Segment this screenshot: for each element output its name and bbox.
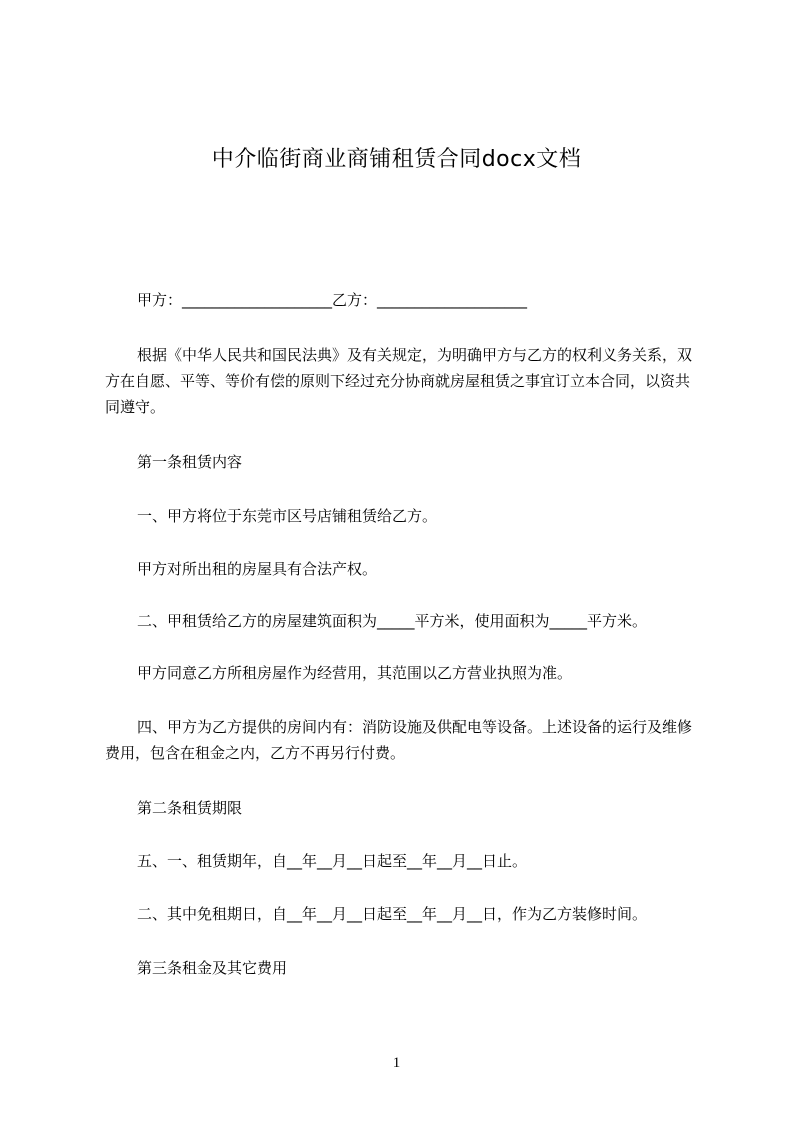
document-title: 中介临街商业商铺租赁合同docx文档	[211, 147, 582, 172]
section-heading: 第三条租金及其它费用	[137, 959, 288, 977]
clause-paragraph: 二、甲租赁给乙方的房屋建筑面积为_____平方米，使用面积为_____平方米。	[137, 612, 648, 630]
clause-paragraph: 甲方同意乙方所租房屋作为经营用，其范围以乙方营业执照为准。	[137, 664, 573, 682]
clause-paragraph: 一、甲方将位于东莞市区号店铺租赁给乙方。	[137, 507, 438, 525]
clause-paragraph: 甲方对所出租的房屋具有合法产权。	[137, 560, 378, 578]
section-heading: 第二条租赁期限	[137, 799, 243, 817]
page-number: 1	[392, 1055, 401, 1071]
clause-paragraph: 四、甲方为乙方提供的房间内有：消防设施及供配电等设备。上述设备的运行及维修费用，包含在租金之内，乙方不再另行付费。	[105, 718, 693, 762]
clause-paragraph: 二、其中免租期日，自__年__月__日起至__年__月__日，作为乙方装修时间。	[137, 905, 648, 923]
parties-line: 甲方：____________________乙方：____________________	[137, 291, 528, 309]
clause-paragraph: 五、一、租赁期年，自__年__月__日起至__年__月__日止。	[137, 852, 528, 870]
section-heading: 第一条租赁内容	[137, 453, 243, 471]
preamble-paragraph: 根据《中华人民共和国民法典》及有关规定，为明确甲方与乙方的权利义务关系，双方在自愿、平等、等价有偿的原则下经过充分协商就房屋租赁之事宜订立本合同，以资共同遵守。	[105, 346, 693, 416]
